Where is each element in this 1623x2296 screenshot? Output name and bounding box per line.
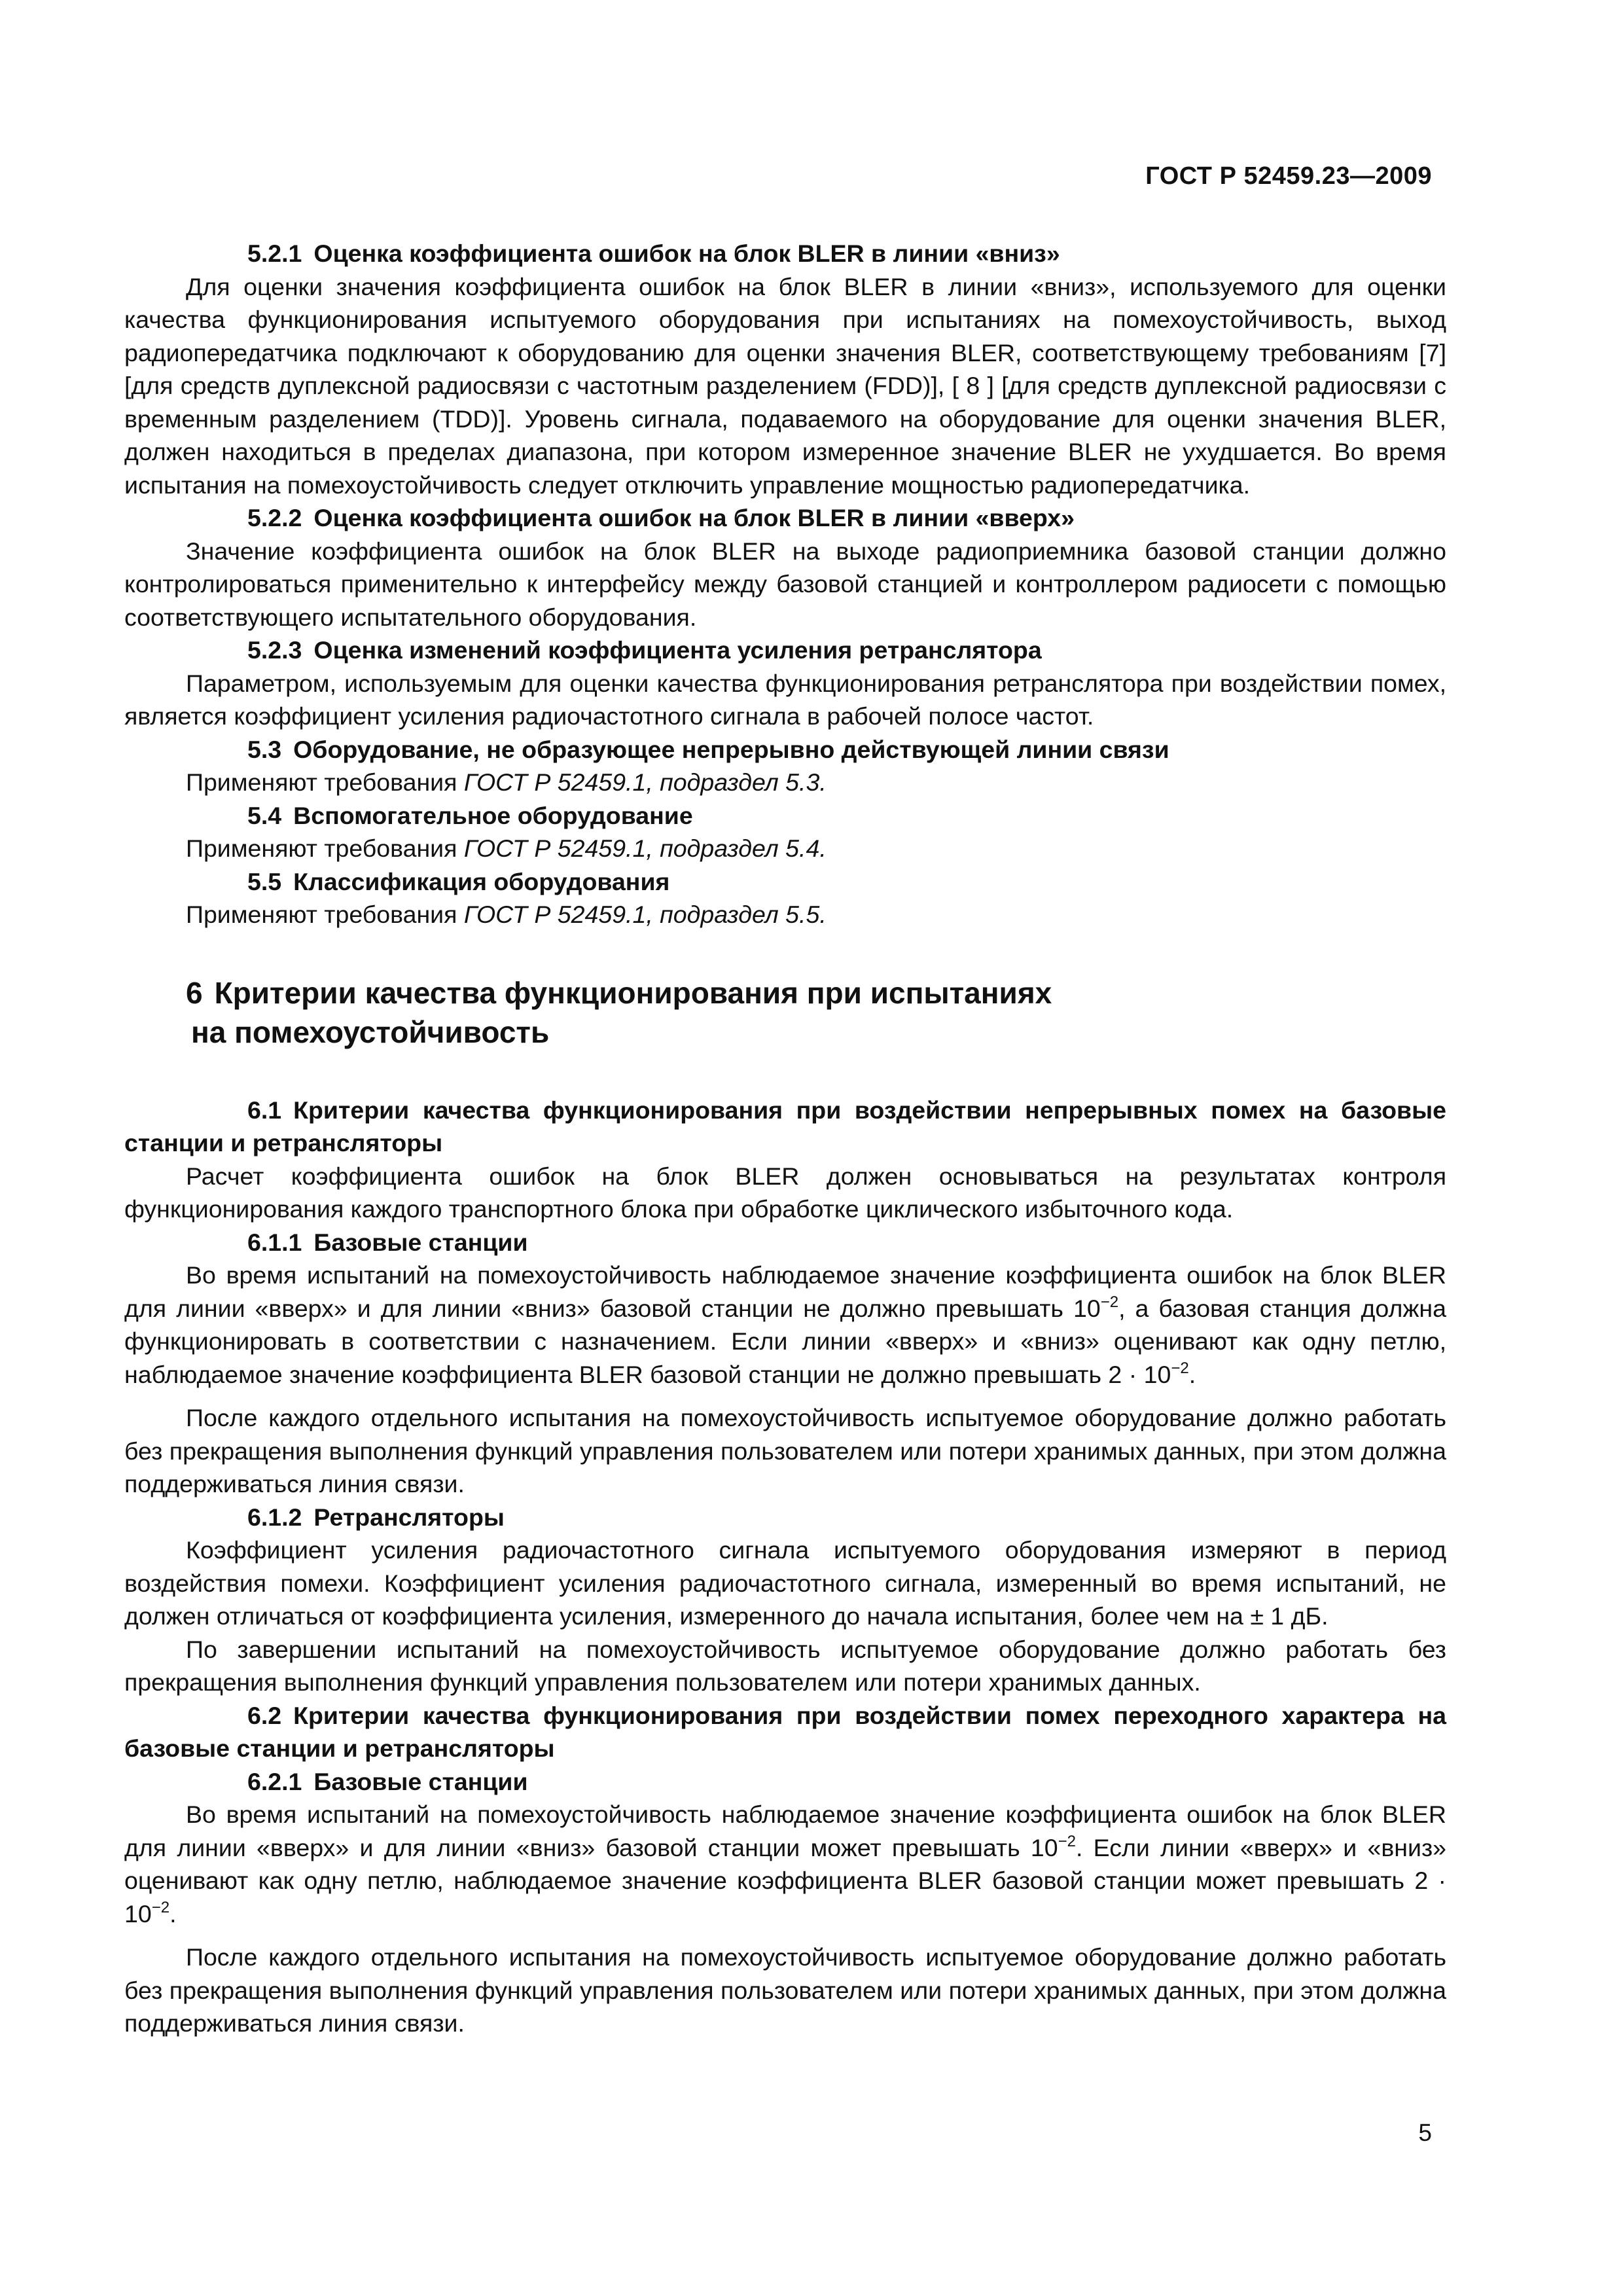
heading-6-2-1: [124, 1765, 1446, 1799]
paragraph: [124, 1798, 1446, 1930]
heading-5-5: [124, 865, 1446, 899]
section-number: 6.1.2: [247, 1503, 302, 1531]
section-title: Оборудование, не образующее непрерывно действующей линии связи: [293, 735, 1169, 763]
section-number: 6.1.1: [247, 1228, 302, 1256]
heading-5-2-1: [124, 237, 1446, 270]
section-title: Вспомогательное оборудование: [293, 801, 693, 829]
paragraph: По завершении испытаний на помехоустойчивость испытуемое оборудование должно работать без прекращения выполнения функций управления пользователем или потери хранимых данных.: [124, 1635, 1446, 1696]
section-number: 5.2.3: [247, 636, 302, 664]
section-title-line1: Критерии качества функционирования при испытаниях: [214, 975, 1052, 1010]
section-title: Оценка коэффициента ошибок на блок BLER в линии «вниз»: [313, 240, 1060, 267]
text-run: .: [1188, 1360, 1196, 1388]
section-6-heading: [124, 973, 1446, 1052]
heading-5-4: [124, 799, 1446, 833]
section-number: 5.4: [247, 801, 282, 829]
heading-5-3: [124, 733, 1446, 766]
text-prefix: Применяют требования: [186, 834, 457, 862]
paragraph: После каждого отдельного испытания на помехоустойчивость испытуемое оборудование должно работать без прекращения выполнения функций управления пользователем или потери хранимых данных, при этом должна поддерживаться линия связи.: [124, 1943, 1446, 2037]
standard-reference: ГОСТ Р 52459.1, подраздел 5.4.: [463, 834, 827, 862]
section-number: 6.2: [247, 1701, 282, 1729]
paragraph: Значение коэффициента ошибок на блок BLER на выходе радиоприемника базовой станции должно контролироваться применительно к интерфейсу между базовой станцией и контроллером радиосети с помощью соответствующего испытательного оборудования.: [124, 537, 1446, 631]
paragraph: [124, 832, 1446, 865]
section-number: 5.2.1: [247, 240, 302, 267]
section-title: Оценка изменений коэффициента усиления ретранслятора: [313, 636, 1042, 664]
heading-6-1-2: [124, 1501, 1446, 1534]
heading-6-1-1: [124, 1226, 1446, 1259]
section-title: Ретрансляторы: [313, 1503, 505, 1531]
exponent: −2: [1058, 1832, 1076, 1850]
standard-reference: ГОСТ Р 52459.1, подраздел 5.5.: [463, 901, 827, 928]
heading-6-1: [124, 1094, 1446, 1160]
exponent: −2: [1100, 1293, 1119, 1311]
section-number: 6: [186, 975, 203, 1010]
section-title: Критерии качества функционирования при воздействии помех переходного характера на базовые станции и ретрансляторы: [124, 1701, 1446, 1762]
paragraph: После каждого отдельного испытания на помехоустойчивость испытуемое оборудование должно работать без прекращения выполнения функций управления пользователем или потери хранимых данных, при этом должна поддерживаться линия связи.: [124, 1404, 1446, 1498]
heading-6-2: [124, 1699, 1446, 1765]
paragraph: [124, 898, 1446, 931]
standard-designation: ГОСТ Р 52459.23—2009: [1145, 162, 1432, 190]
paragraph: Коэффициент усиления радиочастотного сигнала испытуемого оборудования измеряют в период воздействия помехи. Коэффициент усиления радиочастотного сигнала, измеренный во время испытаний, не должен отличаться от коэффициента усиления, измеренного до начала испытания, более чем на ± 1 дБ.: [124, 1536, 1446, 1630]
text-run: Во время испытаний на помехоустойчивость наблюдаемое значение коэффициента ошибок на блок BLER для линии «вверх» и для линии «вниз» базовой станции не должно превышать 10: [124, 1261, 1446, 1322]
section-number: 6.2.1: [247, 1767, 302, 1795]
section-number: 5.5: [247, 867, 282, 895]
section-title: Классификация оборудования: [293, 867, 670, 895]
heading-5-2-2: [124, 501, 1446, 535]
text-run: . Если линии «вверх» и «вниз» оценивают как одну петлю, наблюдаемое значение коэффициента BLER базовой станции может превышать 2 · 10: [124, 1833, 1446, 1928]
paragraph: Для оценки значения коэффициента ошибок на блок BLER в линии «вниз», используемого для оценки качества функционирования испытуемого оборудования при испытаниях на помехоустойчивость, выход радиопередатчика подключают к оборудованию для оценки значения BLER, соответствующему требованиям [7] [для средств дуплексной радиосвязи с частотным разделением (FDD)], [ 8 ] [для средств дуплексной радиосвязи с временным разделением (TDD)]. Уровень сигнала, подаваемого на оборудование для оценки значения BLER, должен находиться в пределах диапазона, при котором измеренное значение BLER не ухудшается. Во время испытания на помехоустойчивость следует отключить управление мощностью радиопередатчика.: [124, 272, 1446, 499]
page-number: 5: [1418, 2119, 1432, 2146]
text-run: Во время испытаний на помехоустойчивость наблюдаемое значение коэффициента ошибок на блок BLER для линии «вверх» и для линии «вниз» базовой станции может превышать 10: [124, 1801, 1446, 1861]
text-run: .: [169, 1899, 177, 1928]
section-number: 5.2.2: [247, 504, 302, 531]
heading-5-2-3: [124, 634, 1446, 667]
document-body: [124, 237, 1446, 2040]
paragraph: Параметром, используемым для оценки качества функционирования ретранслятора при воздействии помех, является коэффициент усиления радиочастотного сигнала в рабочей полосе частот.: [124, 669, 1446, 730]
text-run: , а базовая станция должна функционировать в соответствии с назначением. Если линии «вверх» и «вниз» оценивают как одну петлю, наблюдаемое значение коэффициента BLER базовой станции не должно превышать 2 · 10: [124, 1294, 1446, 1388]
section-title: Критерии качества функционирования при воздействии непрерывных помех на базовые станции и ретрансляторы: [124, 1096, 1446, 1157]
section-title-line2: на помехоустойчивость: [191, 1014, 550, 1049]
paragraph: [124, 1259, 1446, 1391]
paragraph: [124, 766, 1446, 799]
section-title: Базовые станции: [313, 1228, 528, 1256]
section-number: 6.1: [247, 1096, 282, 1124]
paragraph: Расчет коэффициента ошибок на блок BLER должен основываться на результатах контроля функционирования каждого транспортного блока при обработке циклического избыточного кода.: [124, 1162, 1446, 1223]
exponent: −2: [151, 1898, 170, 1916]
section-number: 5.3: [247, 735, 282, 763]
standard-reference: ГОСТ Р 52459.1, подраздел 5.3.: [463, 768, 827, 796]
text-prefix: Применяют требования: [186, 768, 457, 796]
text-prefix: Применяют требования: [186, 901, 457, 928]
section-title: Оценка коэффициента ошибок на блок BLER в линии «вверх»: [313, 504, 1075, 531]
exponent: −2: [1171, 1359, 1189, 1377]
section-title: Базовые станции: [313, 1767, 528, 1795]
